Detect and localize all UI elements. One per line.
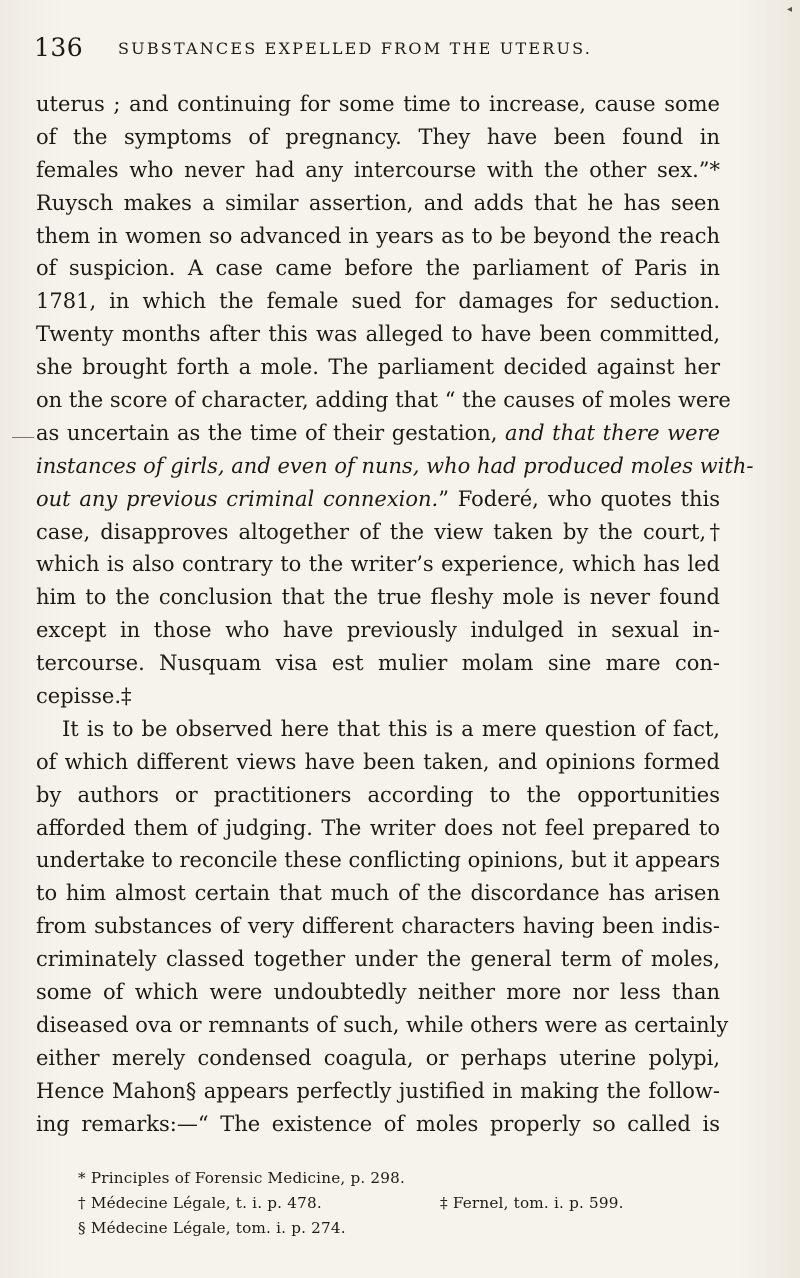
text-line: diseased ova or remnants of such, while others were as certainly <box>36 1012 729 1037</box>
page-number: 136 <box>34 33 84 62</box>
text-line: them in women so advanced in years as to be beyond the reach <box>36 223 720 248</box>
text-line: afforded them of judging. The writer does not feel prepared to <box>36 815 720 840</box>
text-line: 1781, in which the female sued for damages for seduction. <box>36 289 720 314</box>
text-line: she brought forth a mole. The parliament decided against her <box>36 355 720 380</box>
margin-mark <box>12 437 34 438</box>
body-text <box>36 88 754 1141</box>
italic-segment: out any previous criminal connexion. <box>36 486 439 511</box>
text-line: Hence Mahon§ appears perfectly justified in making the follow- <box>36 1078 720 1103</box>
text-line: of which different views have been taken, and opinions formed <box>36 749 720 774</box>
footnote-fernel: ‡ Fernel, tom. i. p. 599. <box>440 1194 624 1212</box>
text-line: to him almost certain that much of the discordance has arisen <box>36 881 720 906</box>
footnote-principles: * Principles of Forensic Medicine, p. 298. <box>78 1169 406 1187</box>
text-line-mixed <box>36 417 720 450</box>
italic-segment: and that there were <box>505 420 721 445</box>
text-line: either merely condensed coagula, or perhaps uterine polypi, <box>36 1045 720 1070</box>
text-line: Ruysch makes a similar assertion, and adds that he has seen <box>36 190 720 215</box>
text-line: of the symptoms of pregnancy. They have been found in <box>36 124 720 149</box>
footnote-row <box>78 1191 718 1216</box>
footnote-medecine-legale-274: § Médecine Légale, tom. i. p. 274. <box>78 1219 346 1237</box>
text-line: ing remarks:—“ The existence of moles properly so called is <box>36 1111 720 1136</box>
text-line: females who never had any intercourse with the other sex.”* <box>36 157 720 182</box>
text-line: uterus ; and continuing for some time to increase, cause some <box>36 92 720 116</box>
footnotes <box>78 1166 718 1241</box>
text-line: Twenty months after this was alleged to have been committed, <box>36 322 720 347</box>
text-line: on the score of character, adding that “ the causes of moles were <box>36 388 731 413</box>
text-line: cepisse.‡ <box>36 684 132 709</box>
running-head: SUBSTANCES EXPELLED FROM THE UTERUS. <box>118 39 593 58</box>
page-header <box>34 34 764 62</box>
text-line: some of which were undoubtedly neither more nor less than <box>36 980 720 1005</box>
footnote-row <box>78 1166 718 1191</box>
text-line: undertake to reconcile these conflicting opinions, but it appears <box>36 848 721 873</box>
corner-mark: ◂ <box>786 4 792 15</box>
italic-line: instances of girls, and even of nuns, who had produced moles with- <box>36 453 754 478</box>
paragraph-start-line: It is to be observed here that this is a mere question of fact, <box>62 716 720 741</box>
text-line: except in those who have previously indulged in sexual in- <box>36 618 720 643</box>
text-line: of suspicion. A case came before the parliament of Paris in <box>36 256 720 281</box>
text-line: from substances of very different characters having been indis- <box>36 914 720 939</box>
text-line: case, disapproves altogether of the view taken by the court,† <box>36 519 720 544</box>
text-line: him to the conclusion that the true fleshy mole is never found <box>36 585 720 610</box>
text-line: tercourse. Nusquam visa est mulier molam sine mare con- <box>36 651 720 676</box>
text-line: by authors or practitioners according to the opportunities <box>36 782 720 807</box>
footnote-row <box>78 1216 718 1241</box>
text-segment: as uncertain as the time of their gestation, <box>36 420 506 445</box>
text-segment: ” Foderé, who quotes this <box>438 486 720 511</box>
text-line-mixed <box>36 483 720 516</box>
text-line: criminately classed together under the general term of moles, <box>36 947 720 972</box>
footnote-medecine-legale-478: † Médecine Légale, t. i. p. 478. <box>78 1194 322 1212</box>
text-line: which is also contrary to the writer’s experience, which has led <box>36 552 720 577</box>
